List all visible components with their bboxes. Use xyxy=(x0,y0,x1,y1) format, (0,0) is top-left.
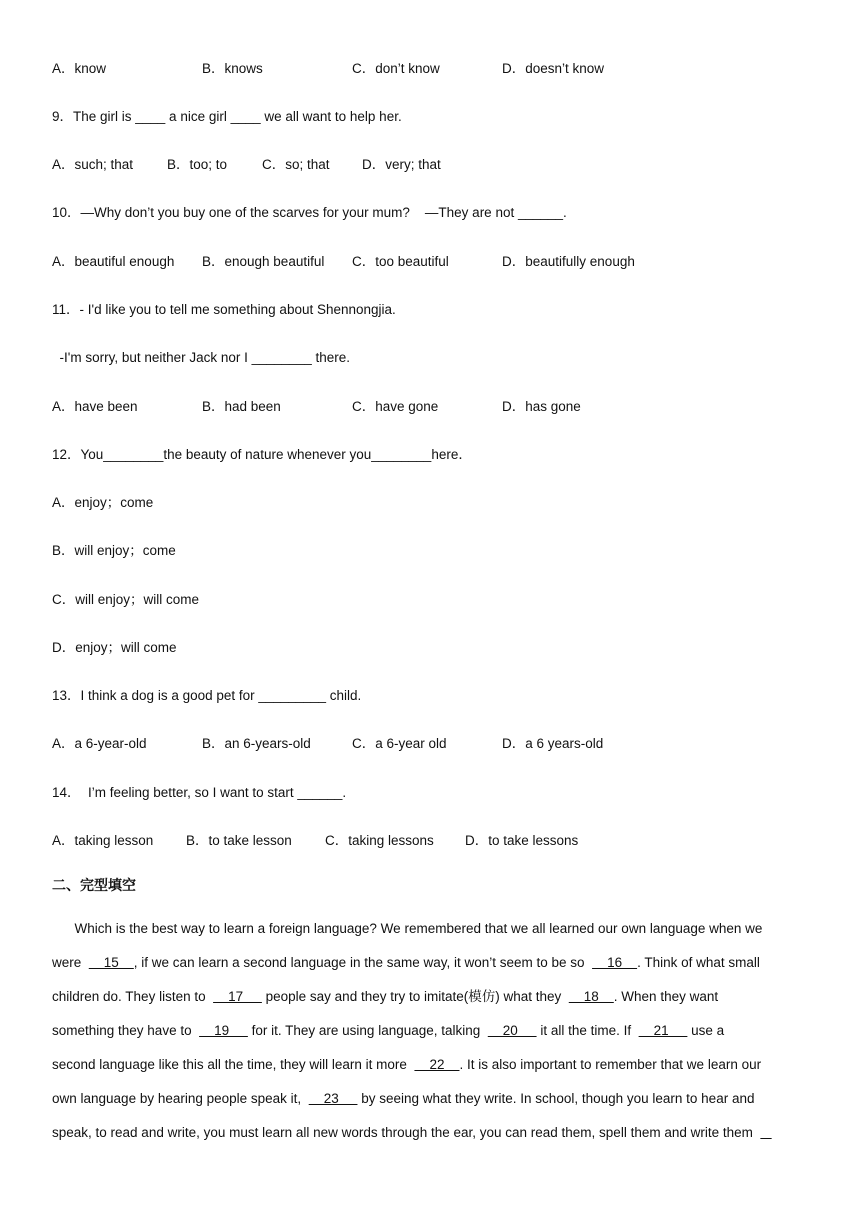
q14-option-d: D．to take lessons xyxy=(465,833,579,848)
blank-19: 19 xyxy=(199,1023,248,1038)
passage-text: . When they want xyxy=(613,989,719,1004)
passage-text: by seeing what they write. In school, though you learn to hear and xyxy=(357,1091,755,1106)
q8-option-a: A．know xyxy=(52,61,107,76)
passage-text: children do. They listen to xyxy=(52,989,214,1004)
passage-line-2 xyxy=(52,954,808,972)
q13-option-d: D．a 6 years-old xyxy=(502,736,604,751)
blank-24 xyxy=(760,1124,771,1142)
blank-17: 17 xyxy=(213,989,262,1004)
section-title: 二、完型填空 xyxy=(52,877,136,893)
q9-stem: 9．The girl is ____ a nice girl ____ we all want to help her. xyxy=(52,109,402,124)
q11-stem-line2: -I'm sorry, but neither Jack nor I ________ there. xyxy=(52,350,350,365)
passage-text: it all the time. If xyxy=(536,1023,639,1038)
q10-option-a: A．beautiful enough xyxy=(52,254,175,269)
blank-21: 21 xyxy=(638,1023,688,1038)
q9-option-d: D．very; that xyxy=(362,157,441,172)
q14-option-b: B．to take lesson xyxy=(186,833,292,848)
blank-18: 18 xyxy=(568,989,614,1004)
passage-text: for it. They are using language, talking xyxy=(247,1023,488,1038)
q11-option-d: D．has gone xyxy=(502,399,581,414)
q8-option-c: C．don’t know xyxy=(352,61,440,76)
q10-stem: 10．—Why don’t you buy one of the scarves for your mum? —They are not ______. xyxy=(52,205,567,220)
passage-text: . Think of what small xyxy=(637,955,760,970)
passage-text: were xyxy=(52,955,89,970)
q10-option-b: B．enough beautiful xyxy=(202,254,325,269)
passage-line-4 xyxy=(52,1022,808,1040)
q14-option-c: C．taking lessons xyxy=(325,833,434,848)
passage-text: , if we can learn a second language in the same way, it won’t seem to be so xyxy=(133,955,593,970)
q12-option-b: B．will enjoy；come xyxy=(52,543,176,558)
q9-option-a: A．such; that xyxy=(52,157,134,172)
blank-22: 22 xyxy=(414,1057,460,1072)
blank-23: 23 xyxy=(308,1091,358,1106)
q8-option-d: D．doesn’t know xyxy=(502,61,605,76)
q11-option-a: A．have been xyxy=(52,399,138,414)
passage-line-5 xyxy=(52,1056,808,1074)
passage-text: second language like this all the time, they will learn it more xyxy=(52,1057,415,1072)
q12-option-c: C．will enjoy；will come xyxy=(52,592,200,607)
passage-text: Which is the best way to learn a foreign language? We remembered that we all learned our own language when we xyxy=(52,921,763,936)
q13-option-b: B．an 6-years-old xyxy=(202,736,311,751)
q13-option-c: C．a 6-year old xyxy=(352,736,447,751)
q8-option-b: B．knows xyxy=(202,61,263,76)
q10-option-d: D．beautifully enough xyxy=(502,254,635,269)
q11-stem-line1: 11．- I'd like you to tell me something about Shennongjia. xyxy=(52,302,396,317)
passage-line-1 xyxy=(52,920,808,938)
passage-text: own language by hearing people speak it, xyxy=(52,1091,309,1106)
passage-text: . It is also important to remember that we learn our xyxy=(459,1057,762,1072)
passage-text: speak, to read and write, you must learn all new words through the ear, you can read them, spell them and write them xyxy=(52,1125,761,1140)
q14-stem: 14． I’m feeling better, so I want to start ______. xyxy=(52,785,347,800)
passage-line-3 xyxy=(52,988,808,1006)
q12-option-d: D．enjoy；will come xyxy=(52,640,177,655)
q13-stem: 13．I think a dog is a good pet for _________ child. xyxy=(52,688,362,703)
passage-text: people say and they try to imitate(模仿) what they xyxy=(261,989,569,1004)
q9-option-c: C．so; that xyxy=(262,157,330,172)
q9-option-b: B．too; to xyxy=(167,157,228,172)
q11-option-c: C．have gone xyxy=(352,399,439,414)
blank-16: 16 xyxy=(592,955,638,970)
q11-option-b: B．had been xyxy=(202,399,281,414)
blank-20: 20 xyxy=(487,1023,537,1038)
blank-15: 15 xyxy=(88,955,134,970)
passage-text: something they have to xyxy=(52,1023,200,1038)
q12-option-a: A．enjoy；come xyxy=(52,495,154,510)
q10-option-c: C．too beautiful xyxy=(352,254,449,269)
passage-text: use a xyxy=(687,1023,725,1038)
q12-stem: 12．You________the beauty of nature whenever you________here． xyxy=(52,447,472,462)
passage-line-6 xyxy=(52,1090,808,1108)
passage-line-7 xyxy=(52,1124,808,1142)
q13-option-a: A．a 6-year-old xyxy=(52,736,147,751)
q14-option-a: A．taking lesson xyxy=(52,833,154,848)
